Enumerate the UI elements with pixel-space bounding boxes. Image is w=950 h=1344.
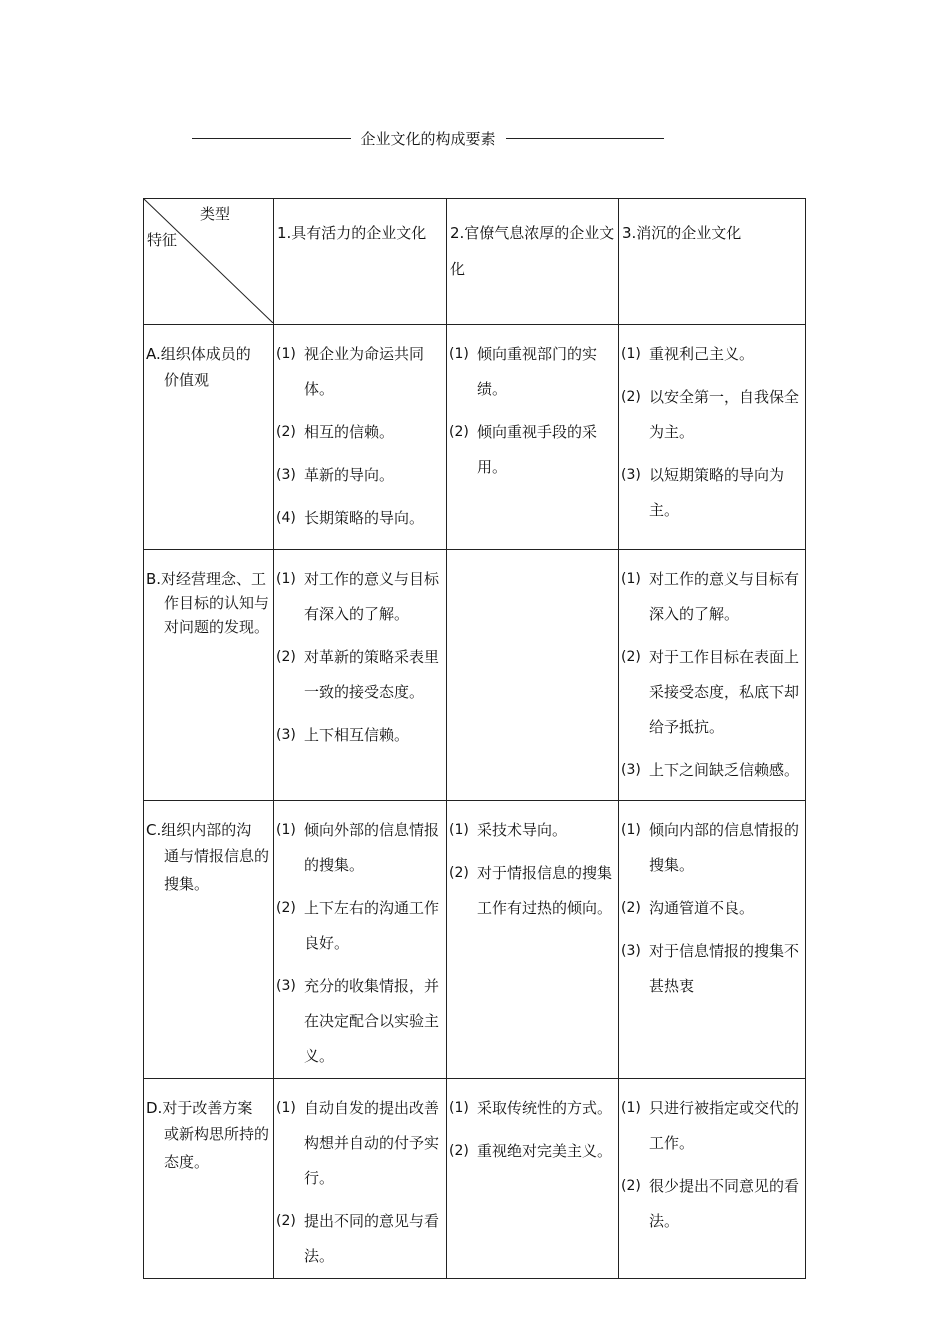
header-col-3: 3.消沉的企业文化 xyxy=(619,199,806,325)
row-c xyxy=(144,801,806,1079)
list-item xyxy=(621,1174,802,1239)
row-label-first: A.组织体成员的 xyxy=(146,345,251,363)
item-text: 沟通管道不良。 xyxy=(649,899,755,917)
list-item xyxy=(621,567,802,632)
row-label-rest: 或新构思所持的态度。 xyxy=(164,1125,270,1171)
item-text: 采技术导向。 xyxy=(477,821,568,839)
item-text: 提出不同的意见与看法。 xyxy=(304,1212,440,1265)
list-item xyxy=(276,974,443,1074)
item-text: 革新的导向。 xyxy=(304,466,395,484)
list-item xyxy=(449,818,615,848)
list-item xyxy=(276,463,443,493)
item-number: (2) xyxy=(621,900,641,916)
list-item xyxy=(276,645,443,710)
item-number: (2) xyxy=(276,649,296,665)
title-rule-right xyxy=(506,138,665,139)
cell-col3 xyxy=(619,550,806,801)
list-item xyxy=(449,420,615,485)
item-text: 以短期策略的导向为主。 xyxy=(649,466,785,519)
list-item xyxy=(621,939,802,1004)
row-label xyxy=(144,325,274,550)
item-text: 自动自发的提出改善构想并自动的付予实行。 xyxy=(304,1099,440,1187)
item-text: 很少提出不同意见的看法。 xyxy=(649,1177,800,1230)
cell-col2 xyxy=(447,801,619,1079)
list-item xyxy=(276,567,443,632)
item-text: 采取传统性的方式。 xyxy=(477,1099,613,1117)
item-text: 倾向外部的信息情报的搜集。 xyxy=(304,821,440,874)
list-item xyxy=(276,818,443,883)
item-number: (1) xyxy=(276,571,296,587)
item-number: (2) xyxy=(449,865,469,881)
item-text: 倾向重视部门的实绩。 xyxy=(477,345,598,398)
item-number: (2) xyxy=(276,900,296,916)
row-a xyxy=(144,325,806,550)
list-item xyxy=(621,818,802,883)
row-d xyxy=(144,1079,806,1279)
item-number: (1) xyxy=(276,346,296,362)
row-label-first: B.对经营理念、工 xyxy=(146,570,267,588)
cell-col3 xyxy=(619,325,806,550)
cell-col2 xyxy=(447,550,619,801)
list-item xyxy=(449,1096,615,1126)
diagonal-header-cell xyxy=(144,199,274,325)
list-item xyxy=(621,896,802,926)
row-label xyxy=(144,550,274,801)
cell-col1 xyxy=(274,325,447,550)
list-item xyxy=(449,342,615,407)
item-text: 充分的收集情报，并在决定配合以实验主义。 xyxy=(304,977,440,1065)
item-number: (1) xyxy=(276,822,296,838)
item-number: (2) xyxy=(449,424,469,440)
diag-label-feature: 特征 xyxy=(147,231,178,249)
item-text: 对工作的意义与目标有深入的了解。 xyxy=(649,570,800,623)
item-number: (1) xyxy=(449,1100,469,1116)
item-text: 上下相互信赖。 xyxy=(304,726,410,744)
list-item xyxy=(449,861,615,926)
list-item xyxy=(621,385,802,450)
title-text: 企业文化的构成要素 xyxy=(360,129,496,148)
item-text: 视企业为命运共同体。 xyxy=(304,345,425,398)
row-b xyxy=(144,550,806,801)
item-text: 重视绝对完美主义。 xyxy=(477,1142,613,1160)
item-number: (3) xyxy=(276,978,296,994)
item-text: 对于情报信息的搜集工作有过热的倾向。 xyxy=(477,864,613,917)
cell-col3 xyxy=(619,801,806,1079)
cell-col1 xyxy=(274,801,447,1079)
header-row xyxy=(144,199,806,325)
row-label xyxy=(144,801,274,1079)
cell-col1 xyxy=(274,1079,447,1279)
item-text: 对于工作目标在表面上采接受态度，私底下却给予抵抗。 xyxy=(649,648,800,736)
list-item xyxy=(276,1096,443,1196)
cell-col3 xyxy=(619,1079,806,1279)
item-number: (3) xyxy=(621,467,641,483)
item-text: 对工作的意义与目标有深入的了解。 xyxy=(304,570,440,623)
list-item xyxy=(621,1096,802,1161)
item-number: (3) xyxy=(621,762,641,778)
item-text: 长期策略的导向。 xyxy=(304,509,425,527)
list-item xyxy=(276,420,443,450)
item-number: (2) xyxy=(276,1213,296,1229)
row-label-first: C.组织内部的沟 xyxy=(146,821,252,839)
item-number: (1) xyxy=(621,822,641,838)
item-number: (2) xyxy=(449,1143,469,1159)
list-item xyxy=(276,723,443,753)
item-number: (3) xyxy=(621,943,641,959)
item-number: (2) xyxy=(621,649,641,665)
list-item xyxy=(621,645,802,745)
item-number: (3) xyxy=(276,727,296,743)
list-item xyxy=(621,342,802,372)
item-text: 上下左右的沟通工作良好。 xyxy=(304,899,440,952)
list-item xyxy=(276,506,443,536)
diag-label-type: 类型 xyxy=(200,205,231,223)
item-text: 对革新的策略采表里一致的接受态度。 xyxy=(304,648,440,701)
item-number: (1) xyxy=(621,571,641,587)
item-text: 倾向内部的信息情报的搜集。 xyxy=(649,821,800,874)
item-number: (2) xyxy=(276,424,296,440)
row-label-rest: 通与情报信息的搜集。 xyxy=(164,847,270,893)
row-label-rest: 价值观 xyxy=(164,371,210,389)
header-col-1: 1.具有活力的企业文化 xyxy=(274,199,447,325)
culture-elements-table xyxy=(143,198,806,1279)
list-item xyxy=(449,1139,615,1169)
document-title xyxy=(192,127,664,149)
item-text: 以安全第一，自我保全为主。 xyxy=(649,388,800,441)
item-number: (1) xyxy=(449,822,469,838)
row-label-first: D.对于改善方案 xyxy=(146,1099,253,1117)
row-label xyxy=(144,1079,274,1279)
item-number: (2) xyxy=(621,1178,641,1194)
list-item xyxy=(276,896,443,961)
item-text: 上下之间缺乏信赖感。 xyxy=(649,761,800,779)
header-col-2: 2.官僚气息浓厚的企业文化 xyxy=(447,199,619,325)
item-text: 倾向重视手段的采用。 xyxy=(477,423,598,476)
cell-col2 xyxy=(447,1079,619,1279)
item-text: 对于信息情报的搜集不甚热衷 xyxy=(649,942,800,995)
row-label-rest: 作目标的认知与对问题的发现。 xyxy=(164,594,270,636)
item-number: (1) xyxy=(621,346,641,362)
item-text: 重视利己主义。 xyxy=(649,345,755,363)
item-number: (2) xyxy=(621,389,641,405)
cell-col2 xyxy=(447,325,619,550)
item-number: (3) xyxy=(276,467,296,483)
cell-col1 xyxy=(274,550,447,801)
item-number: (4) xyxy=(276,510,296,526)
item-number: (1) xyxy=(621,1100,641,1116)
list-item xyxy=(276,342,443,407)
list-item xyxy=(276,1209,443,1274)
item-number: (1) xyxy=(276,1100,296,1116)
list-item xyxy=(621,463,802,528)
item-text: 只进行被指定或交代的工作。 xyxy=(649,1099,800,1152)
item-number: (1) xyxy=(449,346,469,362)
item-text: 相互的信赖。 xyxy=(304,423,395,441)
list-item xyxy=(621,758,802,788)
title-rule-left xyxy=(192,138,351,139)
